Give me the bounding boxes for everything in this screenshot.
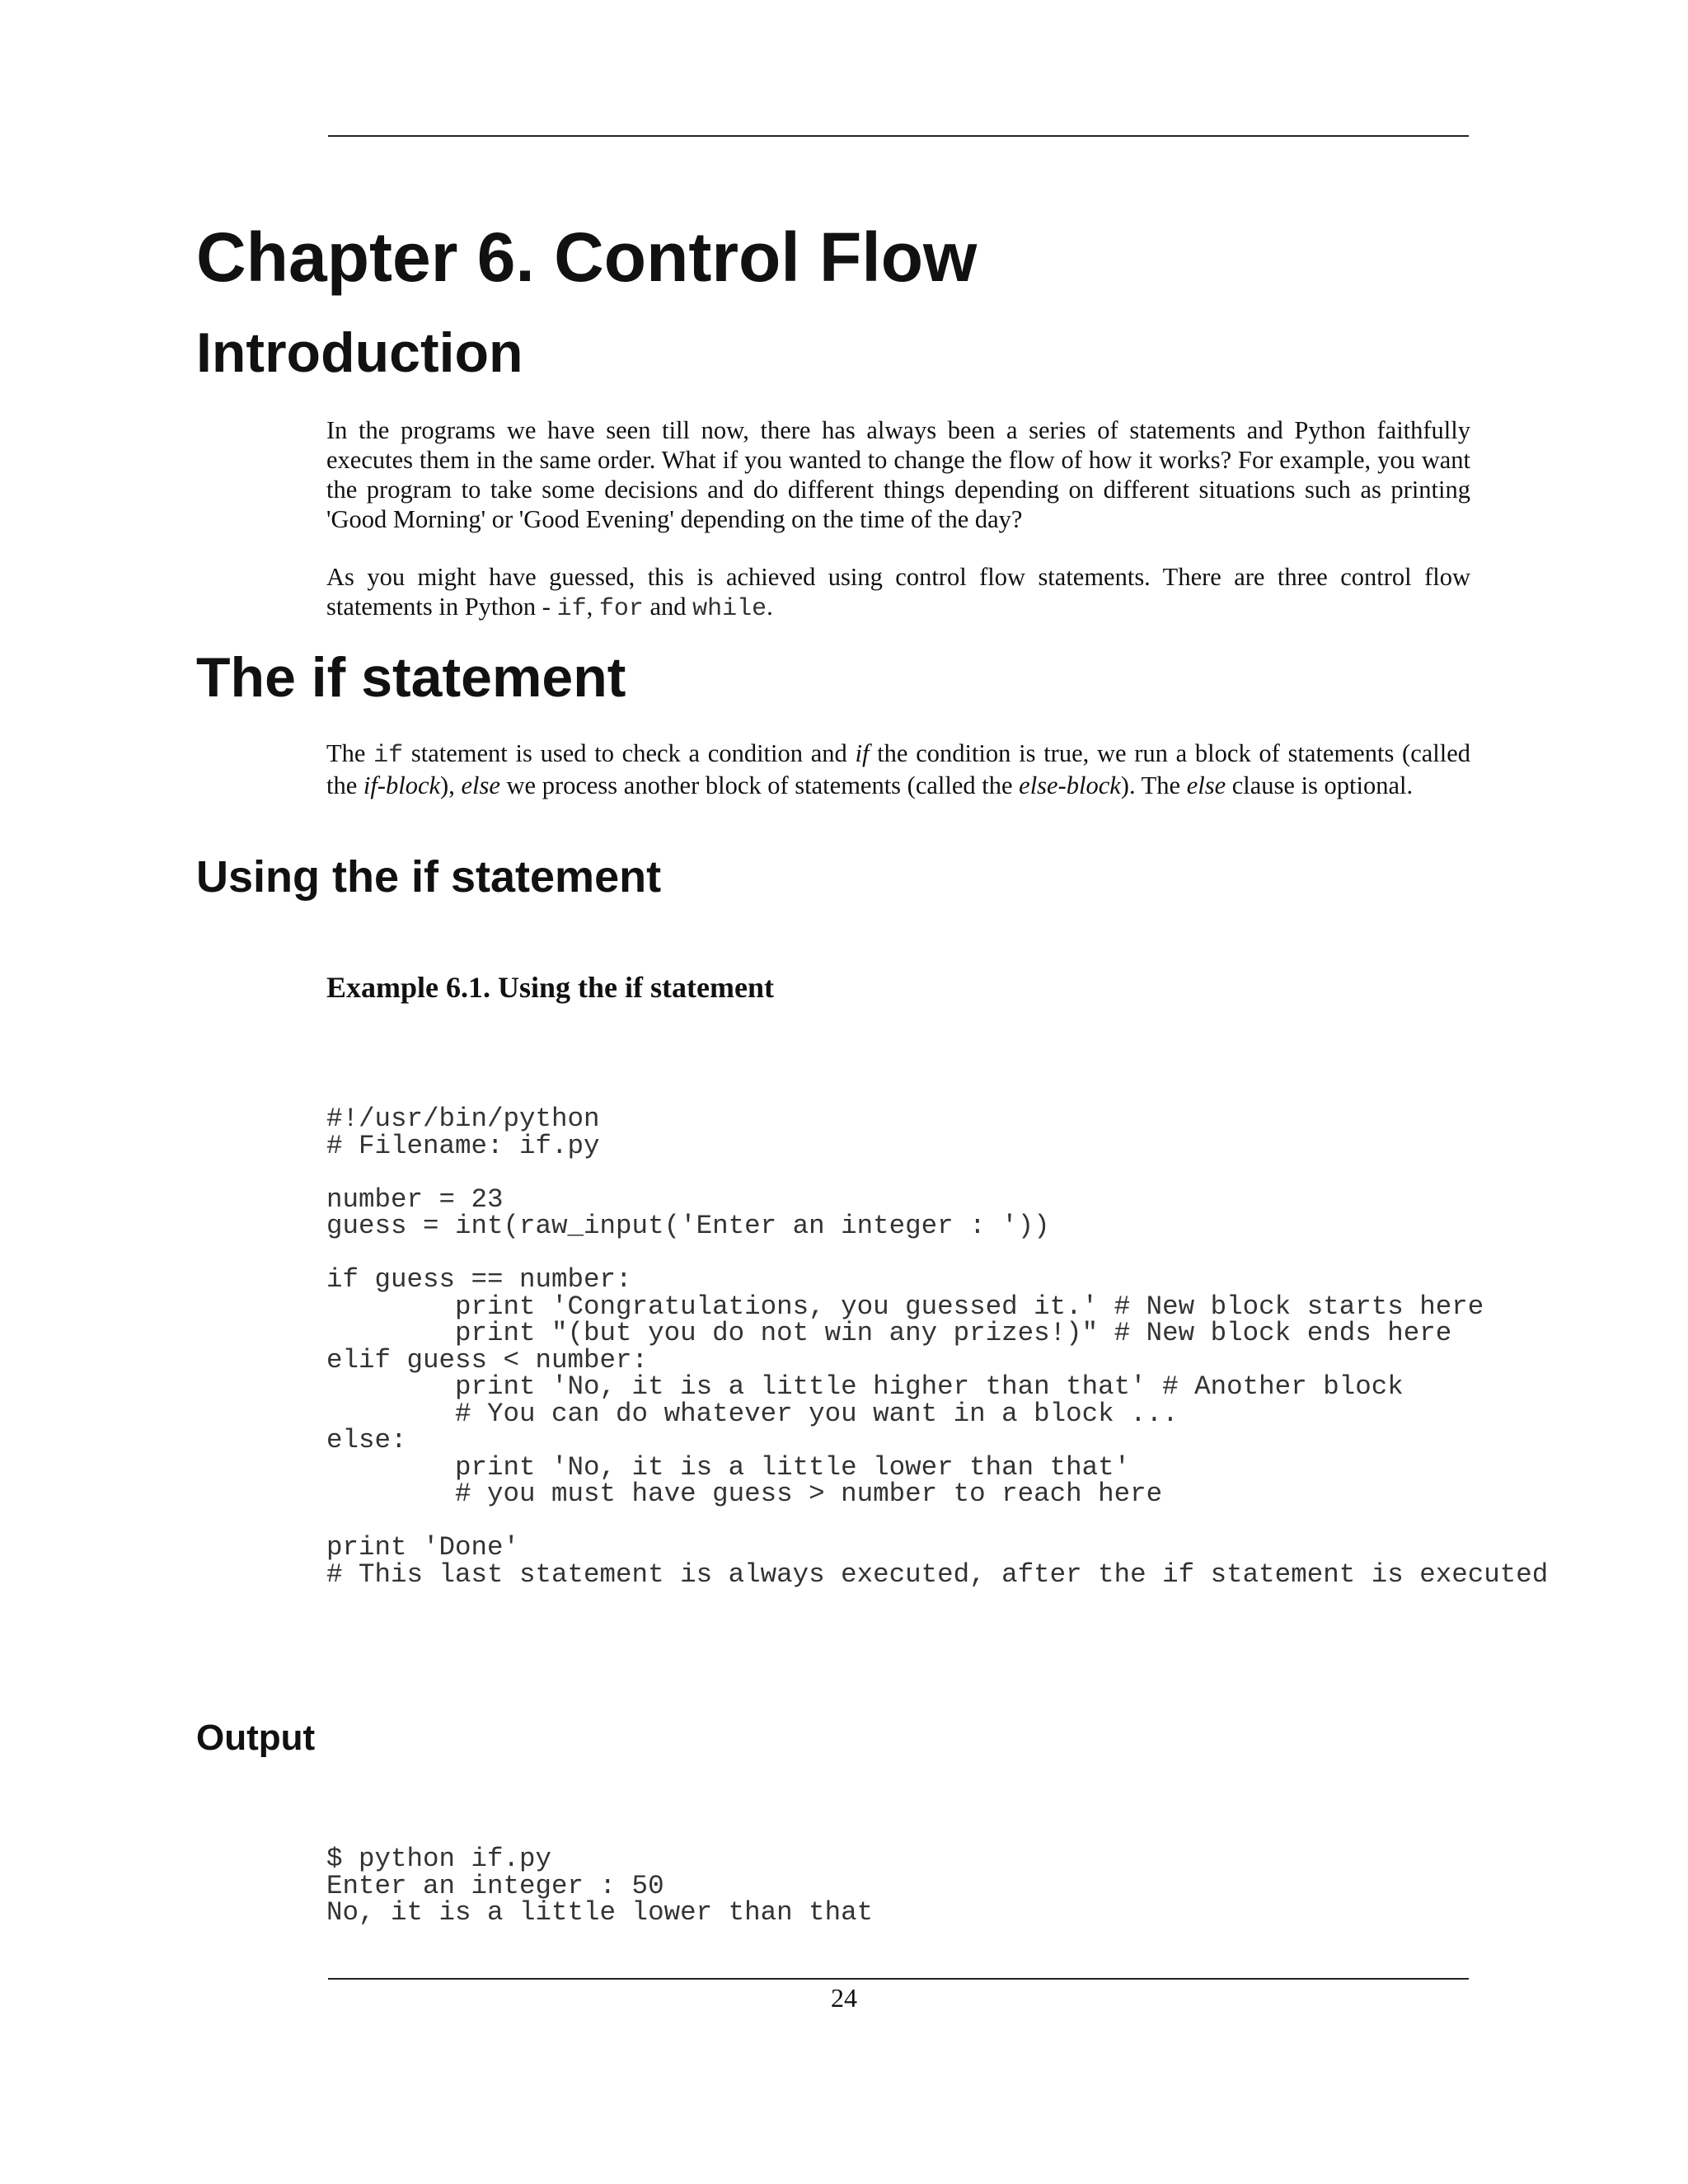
- separator-comma: ,: [586, 593, 599, 621]
- code-listing-if-py: #!/usr/bin/python # Filename: if.py number = 23 guess = int(raw_input('Enter an integer : ')) if guess == number: print 'Congratulations, you guessed it.' # New block starts here print "(but you do not win any prizes!)" # New block ends here elif guess < number: print 'No, it is a little higher than that' # Another block # You can do whatever you want in a block ... else: print 'No, it is a little lower than that' # you must have guess > number to reach here print 'Done' # This last statement is always executed, after the if statement is executed: [326, 1104, 1549, 1590]
- header-rule: [328, 135, 1469, 137]
- keyword-if-inline: if: [373, 742, 404, 770]
- code-output-listing: $ python if.py Enter an integer : 50 No, it is a little lower than that: [326, 1844, 874, 1928]
- subsection-heading-output: Output: [196, 1718, 316, 1758]
- emphasis-else-block: else-block: [1019, 771, 1121, 799]
- intro-paragraph-2-text: As you might have guessed, this is achieved using control flow statements. There are three control flow statements in Python -: [326, 563, 1470, 621]
- emphasis-if-block: if-block: [363, 771, 441, 799]
- emphasis-else-2: else: [1186, 771, 1226, 799]
- keyword-for: for: [598, 595, 644, 623]
- page-number: 24: [831, 1983, 857, 2013]
- text-segment-6: clause is optional.: [1226, 771, 1414, 799]
- footer-rule: [328, 1978, 1469, 1980]
- keyword-while: while: [692, 595, 767, 623]
- keyword-if: if: [556, 595, 587, 623]
- chapter-title: Chapter 6. Control Flow: [196, 218, 978, 296]
- text-segment-5: ). The: [1120, 771, 1187, 799]
- emphasis-else: else: [461, 771, 500, 799]
- subsection-heading-using-if: Using the if statement: [196, 852, 662, 902]
- example-title: Example 6.1. Using the if statement: [326, 971, 774, 1004]
- intro-paragraph-2-end: .: [767, 593, 773, 621]
- text-the: The: [326, 739, 374, 767]
- separator-and: and: [643, 593, 693, 621]
- section-heading-introduction: Introduction: [196, 321, 523, 384]
- text-segment-1: statement is used to check a condition and: [403, 739, 856, 767]
- text-segment-3: ),: [440, 771, 462, 799]
- intro-paragraph-1: In the programs we have seen till now, there has always been a series of statements and Python faithfully executes them in the same order. What if you wanted to change the flow of how it works? For example, you want the program to take some decisions and do different things depending on different situations such as printing 'Good Morning' or 'Good Evening' depending on the time of the day?: [326, 416, 1470, 533]
- emphasis-if: if: [855, 739, 870, 767]
- text-segment-2: the condition is true, we run a block of statements (called the: [326, 739, 1471, 799]
- text-segment-4: we process another block of statements (called the: [499, 771, 1020, 799]
- intro-paragraph-2: [326, 562, 1470, 624]
- if-statement-paragraph: [326, 738, 1470, 800]
- section-heading-if-statement: The if statement: [196, 646, 626, 709]
